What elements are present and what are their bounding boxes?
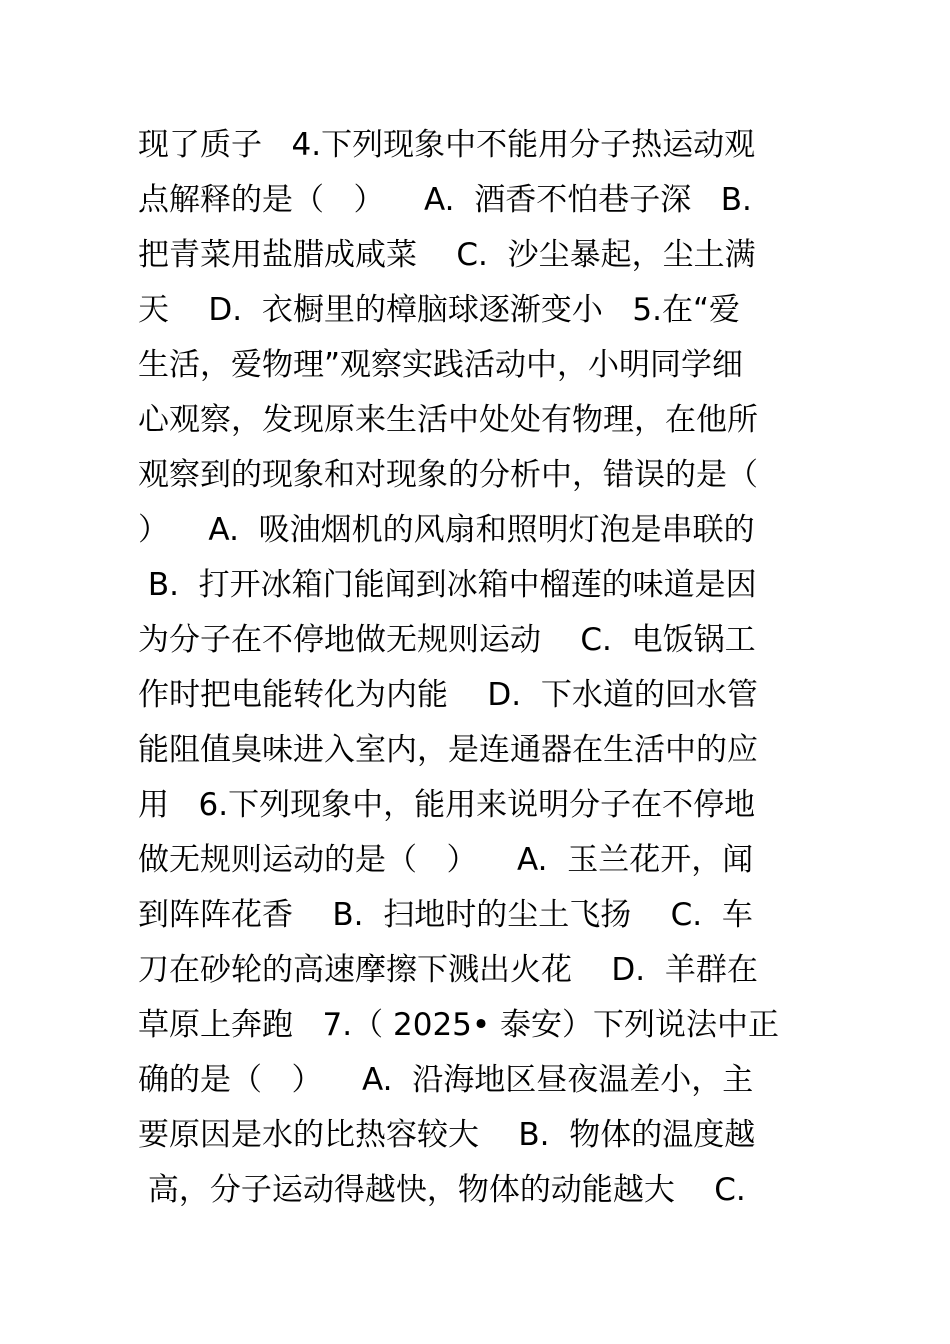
- text-line: 天 D. 衣橱里的樟脑球逐渐变小 5.在“爱: [138, 292, 741, 328]
- text-line: 做无规则运动的是（ ） A. 玉兰花开，闻: [138, 842, 754, 878]
- text-line: 草原上奔跑 7.（ 2025• 泰安）下列说法中正: [138, 1007, 780, 1043]
- text-line: 为分子在不停地做无规则运动 C. 电饭锅工: [138, 622, 756, 658]
- document-body: [138, 118, 818, 1218]
- text-line: 能阻值臭味进入室内，是连通器在生活中的应: [138, 732, 758, 768]
- text-line: 用 6.下列现象中，能用来说明分子在不停地: [138, 787, 756, 823]
- text-line: 点解释的是（ ） A. 酒香不怕巷子深 B.: [138, 182, 752, 218]
- text-line: 要原因是水的比热容较大 B. 物体的温度越: [138, 1117, 756, 1153]
- text-line: 现了质子 4.下列现象中不能用分子热运动观: [138, 127, 756, 163]
- text-line: B. 打开冰箱门能闻到冰箱中榴莲的味道是因: [138, 567, 757, 603]
- text-line: 确的是（ ） A. 沿海地区昼夜温差小，主: [138, 1062, 754, 1098]
- text-line: 作时把电能转化为内能 D. 下水道的回水管: [138, 677, 758, 713]
- text-line: 高，分子运动得越快，物体的动能越大 C.: [138, 1172, 746, 1208]
- text-line: 观察到的现象和对现象的分析中，错误的是（: [138, 457, 758, 493]
- text-line: 生活，爱物理”观察实践活动中，小明同学细: [138, 347, 744, 383]
- text-line: 刀在砂轮的高速摩擦下溅出火花 D. 羊群在: [138, 952, 758, 988]
- text-line: 到阵阵花香 B. 扫地时的尘土飞扬 C. 车: [138, 897, 753, 933]
- text-line: 心观察，发现原来生活中处处有物理，在他所: [138, 402, 758, 438]
- text-line: 把青菜用盐腊成咸菜 C. 沙尘暴起，尘土满: [138, 237, 756, 273]
- text-line: ） A. 吸油烟机的风扇和照明灯泡是串联的: [138, 512, 755, 548]
